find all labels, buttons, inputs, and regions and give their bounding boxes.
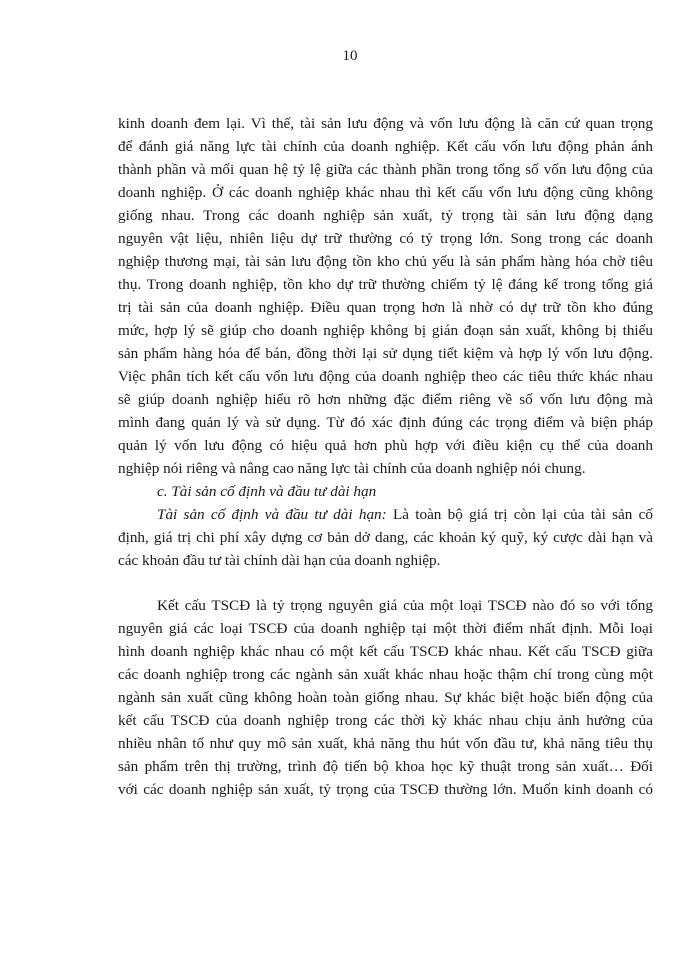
text-line: sản phẩm hàng hóa để bán, đồng thời lại sử dụng tiết kiệm và hợp lý vốn lưu động. [118, 345, 653, 362]
text-line: nguyên vật liệu, nhiên liệu dự trữ thường có tỷ trọng lớn. Song trong các doanh [118, 230, 653, 247]
text-line: nguyên giá các loại TSCĐ của doanh nghiệp tại một thời điểm nhất định. Mỗi loại [118, 620, 653, 637]
section-heading: c. Tài sản cố định và đầu tư dài hạn [157, 483, 377, 500]
text-line: để đánh giá năng lực tài chính của doanh nghiệp. Kết cấu vốn lưu động phản ánh [118, 138, 653, 155]
text-line: sản phẩm trên thị trường, trình độ tiến bộ khoa học kỹ thuật trong sản xuất… Đối [118, 758, 653, 775]
text-line: kinh doanh đem lại. Vì thế, tài sản lưu động và vốn lưu động là căn cứ quan trọng [118, 115, 653, 132]
text-line: kết cấu TSCĐ của doanh nghiệp trong các thời kỳ khác nhau chịu ảnh hưởng của [118, 712, 653, 729]
text-line: ngành sản xuất cũng không hoàn toàn giống nhau. Sự khác biệt hoặc biến động của [118, 689, 653, 706]
text-line: sẽ giúp doanh nghiệp hiểu rõ hơn những đặc điểm riêng về số vốn lưu động mà [118, 391, 653, 408]
text-run: Là toàn bộ giá trị còn lại của tài sản cố [386, 506, 653, 523]
text-line: nghiệp nói riêng và nâng cao năng lực tài chính của doanh nghiệp nói chung. [118, 460, 586, 477]
text-line: nhiều nhân tố như quy mô sản xuất, khả năng thu hút vốn đầu tư, khả năng tiêu thụ [118, 735, 653, 752]
text-line: Kết cấu TSCĐ là tỷ trọng nguyên giá của một loại TSCĐ nào đó so với tổng [157, 597, 653, 614]
text-line: nghiệp thương mại, tài sản lưu động tồn kho chủ yếu là sản phẩm hàng hóa chờ tiêu [118, 253, 653, 270]
text-line: thành phần và mối quan hệ tỷ lệ giữa các thành phần trong tổng số vốn lưu động của [118, 161, 653, 178]
text-line: mình đang quản lý và sử dụng. Từ đó xác định đúng các trọng điểm và biện pháp [118, 414, 653, 431]
text-line: Việc phân tích kết cấu vốn lưu động của doanh nghiệp theo các tiêu thức khác nhau [118, 368, 653, 385]
text-line: định, giá trị chi phí xây dựng cơ bản dở dang, các khoản ký quỹ, ký cược dài hạn và [118, 529, 653, 546]
text-line: mức, hợp lý sẽ giúp cho doanh nghiệp không bị gián đoạn sản xuất, không bị thiếu [118, 322, 653, 339]
text-line: các khoản đầu tư tài chính dài hạn của doanh nghiệp. [118, 552, 441, 569]
page-number: 10 [342, 48, 358, 64]
text-line: các doanh nghiệp trong các ngành sản xuất khác nhau hoặc thậm chí trong cùng một [118, 666, 653, 683]
text-line: trị tài sản của doanh nghiệp. Điều quan trọng hơn là nhờ có dự trữ tồn kho đúng [118, 299, 653, 316]
defined-term: Tài sản cố định và đầu tư dài hạn: [157, 506, 387, 523]
text-line: hình doanh nghiệp khác nhau có một kết cấu TSCĐ khác nhau. Kết cấu TSCĐ giữa [118, 643, 653, 660]
text-line [157, 505, 653, 525]
text-line: với các doanh nghiệp sản xuất, tỷ trọng của TSCĐ thường lớn. Muốn kinh doanh có [118, 781, 653, 798]
text-line: doanh nghiệp. Ở các doanh nghiệp khác nhau thì kết cấu vốn lưu động cũng không [118, 184, 653, 201]
text-line: thụ. Trong doanh nghiệp, tồn kho dự trữ thường chiếm tỷ lệ đáng kể trong tổng giá [118, 276, 653, 293]
text-line: giống nhau. Trong các doanh nghiệp sản xuất, tỷ trọng tài sản lưu động dạng [118, 207, 653, 224]
text-line: quản lý vốn lưu động có hiệu quả hơn phù hợp với điều kiện cụ thể của doanh [118, 437, 653, 454]
